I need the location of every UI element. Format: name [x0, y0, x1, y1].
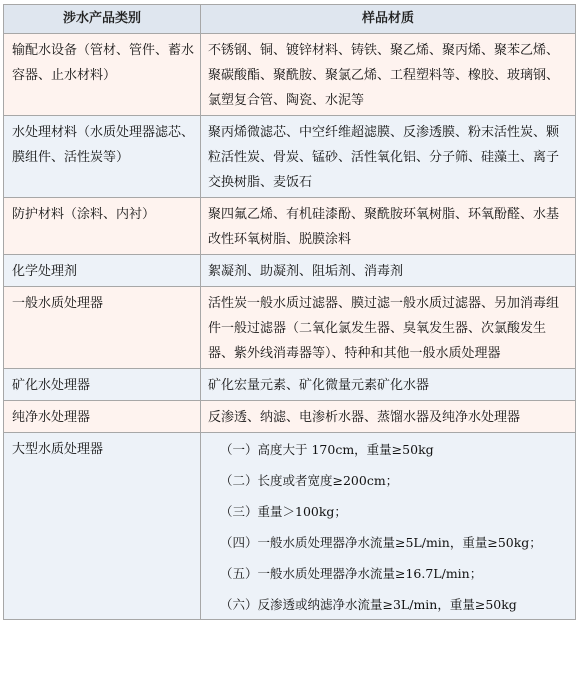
- table-header-row: [4, 5, 576, 34]
- material-cell: 活性炭一般水质过滤器、膜过滤一般水质过滤器、另加消毒组件一般过滤器（二氧化氯发生器、臭氧发生器、次氯酸发生器、紫外线消毒器等）、特种和其他一般水质处理器: [201, 287, 576, 369]
- spec-line: （六）反渗透或纳滤净水流量≥3L/min，重量≥50kg: [220, 597, 517, 612]
- material-cell: 聚四氟乙烯、有机硅漆酚、聚酰胺环氧树脂、环氧酚醛、水基改性环氧树脂、脱膜涂料: [201, 198, 576, 255]
- header-category: 涉水产品类别: [4, 5, 201, 34]
- category-cell: 纯净水处理器: [4, 401, 201, 433]
- category-cell: 输配水设备（管材、管件、蓄水容器、止水材料）: [4, 34, 201, 116]
- header-material: 样品材质: [201, 5, 576, 34]
- material-cell: 不锈钢、铜、镀锌材料、铸铁、聚乙烯、聚丙烯、聚苯乙烯、聚碳酸酯、聚酰胺、聚氯乙烯、工程塑料等、橡胶、玻璃钢、氯塑复合管、陶瓷、水泥等: [201, 34, 576, 116]
- category-cell: 大型水质处理器: [4, 433, 201, 620]
- material-cell: 聚丙烯微滤芯、中空纤维超滤膜、反渗透膜、粉末活性炭、颗粒活性炭、骨炭、锰砂、活性氧化铝、分子筛、硅藻土、离子交换树脂、麦饭石: [201, 116, 576, 198]
- table-row: [4, 116, 576, 198]
- spec-line: （一）高度大于 170cm，重量≥50kg: [220, 442, 434, 457]
- table-row: [4, 34, 576, 116]
- category-cell: 矿化水处理器: [4, 369, 201, 401]
- material-cell: [201, 433, 576, 620]
- table-row: [4, 401, 576, 433]
- table-row: [4, 369, 576, 401]
- table-row: [4, 255, 576, 287]
- material-cell: 矿化宏量元素、矿化微量元素矿化水器: [201, 369, 576, 401]
- material-cell: 絮凝剂、助凝剂、阻垢剂、消毒剂: [201, 255, 576, 287]
- category-cell: 化学处理剂: [4, 255, 201, 287]
- table-row: [4, 198, 576, 255]
- product-table: [3, 4, 576, 620]
- spec-line: （四）一般水质处理器净水流量≥5L/min，重量≥50kg；: [220, 535, 542, 550]
- spec-line: （三）重量＞100kg；: [220, 504, 347, 519]
- table-row: [4, 287, 576, 369]
- category-cell: 一般水质处理器: [4, 287, 201, 369]
- category-cell: 防护材料（涂料、内衬）: [4, 198, 201, 255]
- spec-line: （五）一般水质处理器净水流量≥16.7L/min；: [220, 566, 483, 581]
- category-cell: 水处理材料（水质处理器滤芯、膜组件、活性炭等）: [4, 116, 201, 198]
- table-row: [4, 433, 576, 620]
- spec-line: （二）长度或者宽度≥200cm；: [220, 473, 399, 488]
- material-cell: 反渗透、纳滤、电渗析水器、蒸馏水器及纯净水处理器: [201, 401, 576, 433]
